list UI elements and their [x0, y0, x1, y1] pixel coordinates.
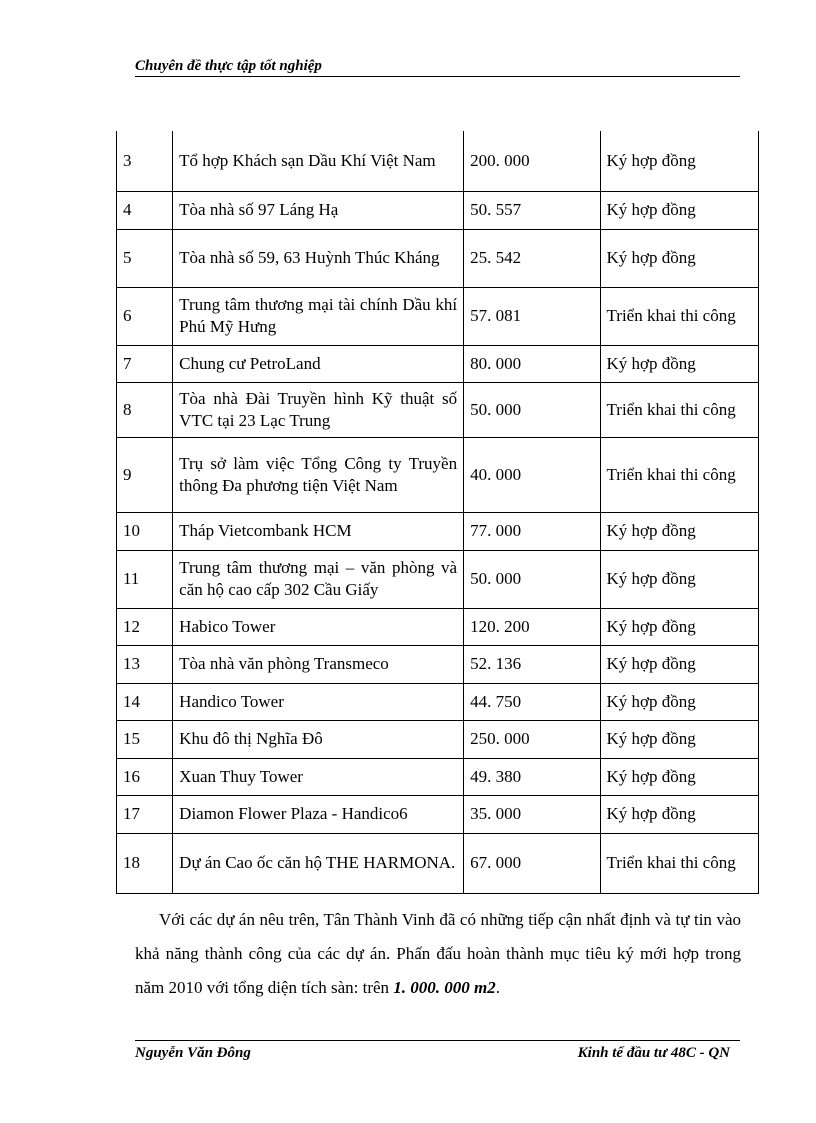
- project-status: Triển khai thi công: [600, 833, 759, 893]
- project-name: Trung tâm thương mại – văn phòng và căn hộ cao cấp 302 Cầu Giấy: [173, 550, 464, 608]
- row-number: 14: [117, 683, 173, 720]
- project-area: 120. 200: [464, 608, 600, 645]
- project-name: Trung tâm thương mại tài chính Dầu khí Phú Mỹ Hưng: [173, 287, 464, 345]
- project-area: 250. 000: [464, 720, 600, 758]
- table-row: [117, 382, 759, 437]
- table-row: [117, 437, 759, 512]
- table-row: [117, 131, 759, 191]
- project-status: Triển khai thi công: [600, 437, 759, 512]
- project-name: Tòa nhà Đài Truyền hình Kỹ thuật số VTC tại 23 Lạc Trung: [173, 382, 464, 437]
- project-name: Xuan Thuy Tower: [173, 758, 464, 795]
- project-status: Ký hợp đồng: [600, 229, 759, 287]
- project-name: Tòa nhà văn phòng Transmeco: [173, 645, 464, 683]
- table-row: [117, 758, 759, 795]
- table-row: [117, 287, 759, 345]
- footer-divider: [135, 1040, 740, 1041]
- table-row: [117, 345, 759, 382]
- project-status: Ký hợp đồng: [600, 645, 759, 683]
- table-row: [117, 833, 759, 893]
- project-status: Triển khai thi công: [600, 382, 759, 437]
- project-name: Tổ hợp Khách sạn Dầu Khí Việt Nam: [173, 131, 464, 191]
- row-number: 8: [117, 382, 173, 437]
- project-area: 200. 000: [464, 131, 600, 191]
- summary-end: .: [495, 978, 501, 997]
- project-status: Ký hợp đồng: [600, 191, 759, 229]
- table-row: [117, 645, 759, 683]
- project-area: 57. 081: [464, 287, 600, 345]
- projects-table-body: [117, 131, 759, 893]
- project-name: Tòa nhà số 97 Láng Hạ: [173, 191, 464, 229]
- project-area: 44. 750: [464, 683, 600, 720]
- row-number: 3: [117, 131, 173, 191]
- project-status: Ký hợp đồng: [600, 345, 759, 382]
- row-number: 6: [117, 287, 173, 345]
- footer-class: Kinh tế đầu tư 48C - QN: [577, 1045, 730, 1061]
- project-status: Ký hợp đồng: [600, 795, 759, 833]
- row-number: 18: [117, 833, 173, 893]
- project-name: Khu đô thị Nghĩa Đô: [173, 720, 464, 758]
- project-status: Ký hợp đồng: [600, 683, 759, 720]
- table-row: [117, 512, 759, 550]
- project-name: Handico Tower: [173, 683, 464, 720]
- project-status: Ký hợp đồng: [600, 608, 759, 645]
- project-area: 77. 000: [464, 512, 600, 550]
- summary-paragraph: [135, 903, 741, 1005]
- summary-text: Với các dự án nêu trên, Tân Thành Vinh đã có những tiếp cận nhất định và tự tin vào khả năng thành công của các dự án. Phấn đấu hoàn thành mục tiêu ký mới hợp trong năm 2010 với tổng diện tích sàn: trên: [135, 910, 741, 997]
- project-area: 80. 000: [464, 345, 600, 382]
- row-number: 4: [117, 191, 173, 229]
- project-area: 52. 136: [464, 645, 600, 683]
- table-row: [117, 720, 759, 758]
- row-number: 7: [117, 345, 173, 382]
- table-row: [117, 191, 759, 229]
- project-area: 67. 000: [464, 833, 600, 893]
- table-row: [117, 550, 759, 608]
- project-area: 49. 380: [464, 758, 600, 795]
- project-area: 50. 557: [464, 191, 600, 229]
- project-area: 25. 542: [464, 229, 600, 287]
- projects-table: [116, 131, 759, 894]
- project-status: Triển khai thi công: [600, 287, 759, 345]
- project-name: Trụ sở làm việc Tổng Công ty Truyền thông Đa phương tiện Việt Nam: [173, 437, 464, 512]
- row-number: 12: [117, 608, 173, 645]
- project-area: 40. 000: [464, 437, 600, 512]
- row-number: 17: [117, 795, 173, 833]
- project-name: Habico Tower: [173, 608, 464, 645]
- project-name: Diamon Flower Plaza - Handico6: [173, 795, 464, 833]
- project-name: Tháp Vietcombank HCM: [173, 512, 464, 550]
- table-row: [117, 683, 759, 720]
- project-status: Ký hợp đồng: [600, 550, 759, 608]
- row-number: 16: [117, 758, 173, 795]
- row-number: 10: [117, 512, 173, 550]
- summary-highlight: 1. 000. 000 m2: [393, 978, 496, 997]
- table-row: [117, 608, 759, 645]
- row-number: 9: [117, 437, 173, 512]
- row-number: 13: [117, 645, 173, 683]
- table-row: [117, 795, 759, 833]
- row-number: 11: [117, 550, 173, 608]
- project-name: Tòa nhà số 59, 63 Huỳnh Thúc Kháng: [173, 229, 464, 287]
- row-number: 15: [117, 720, 173, 758]
- project-area: 50. 000: [464, 382, 600, 437]
- project-name: Dự án Cao ốc căn hộ THE HARMONA.: [173, 833, 464, 893]
- project-status: Ký hợp đồng: [600, 758, 759, 795]
- project-area: 50. 000: [464, 550, 600, 608]
- project-status: Ký hợp đồng: [600, 720, 759, 758]
- table-row: [117, 229, 759, 287]
- project-status: Ký hợp đồng: [600, 131, 759, 191]
- project-name: Chung cư PetroLand: [173, 345, 464, 382]
- project-status: Ký hợp đồng: [600, 512, 759, 550]
- row-number: 5: [117, 229, 173, 287]
- page-header-title: Chuyên đề thực tập tốt nghiệp: [135, 58, 740, 77]
- footer-author: Nguyễn Văn Đông: [135, 1045, 251, 1061]
- project-area: 35. 000: [464, 795, 600, 833]
